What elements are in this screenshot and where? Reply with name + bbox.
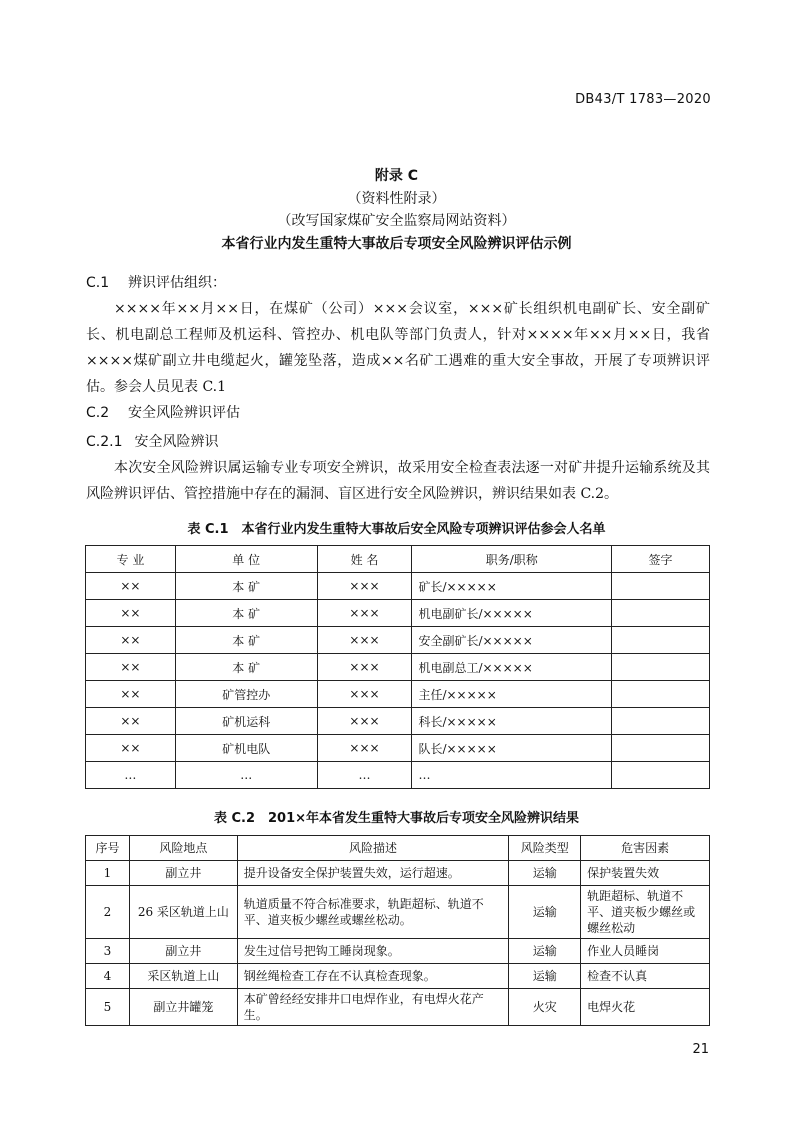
table-cell: ××× [317, 681, 412, 708]
table-cell: 副立井 [129, 861, 237, 886]
table-cell: … [317, 762, 412, 789]
table-row [86, 964, 710, 989]
header-cell: 风险类型 [509, 836, 581, 861]
table-cell: 运输 [509, 939, 581, 964]
table-cell: ××× [317, 735, 412, 762]
table-cell: 运输 [509, 861, 581, 886]
participants-table [85, 545, 710, 789]
table-cell: 26 采区轨道上山 [129, 886, 237, 939]
table-cell: … [412, 762, 612, 789]
table-cell: 发生过信号把钩工睡岗现象。 [237, 939, 509, 964]
table-row [86, 681, 710, 708]
table-row [86, 627, 710, 654]
section-c21-paragraph: 本次安全风险辨识属运输专业专项安全辨识，故采用安全检查表法逐一对矿井提升运输系统及其风险辨识评估、管控措施中存在的漏洞、盲区进行安全风险辨识，辨识结果如表 C.2。 [86, 460, 710, 502]
table-cell: ××× [317, 654, 412, 681]
page-number: 21 [692, 1042, 709, 1057]
table-cell: 检查不认真 [581, 964, 710, 989]
table-row [86, 762, 710, 789]
table-row [86, 654, 710, 681]
section-c1-heading [86, 272, 226, 292]
section-number: C.1 [86, 275, 110, 291]
table-cell: 机电副总工/××××× [412, 654, 612, 681]
table-cell: ××× [317, 708, 412, 735]
table-cell: 副立井罐笼 [129, 989, 237, 1026]
table-row [86, 600, 710, 627]
table-cell: 运输 [509, 964, 581, 989]
table-cell [612, 681, 710, 708]
section-c2-heading [86, 402, 240, 422]
header-cell: 风险地点 [129, 836, 237, 861]
table-cell: ××× [317, 573, 412, 600]
section-title: 辨识评估组织： [128, 275, 226, 291]
table-cell [612, 627, 710, 654]
table-cell: 本 矿 [175, 627, 317, 654]
header-cell: 风险描述 [237, 836, 509, 861]
section-c21-heading [86, 431, 219, 451]
section-c1-paragraph: ××××年××月××日，在煤矿（公司）×××会议室，×××矿长组织机电副矿长、安全副矿长、机电副总工程师及机运科、管控办、机电队等部门负责人，针对××××年××月××日，我省××××煤矿副立井电缆起火，罐笼坠落，造成××名矿工遇难的重大安全事故，开展了专项辨识评估。参会人员见表 C.1 [86, 301, 710, 395]
table-cell: 保护装置失效 [581, 861, 710, 886]
table-cell: ××× [317, 600, 412, 627]
header-cell: 单 位 [175, 546, 317, 573]
header-cell: 职务/职称 [412, 546, 612, 573]
header-cell: 序号 [86, 836, 130, 861]
table-cell: 科长/××××× [412, 708, 612, 735]
table-cell: 本矿曾经经安排井口电焊作业，有电焊火花产生。 [237, 989, 509, 1026]
table-row [86, 886, 710, 939]
table-row [86, 989, 710, 1026]
table2-caption: 表 C.2 201×年本省发生重特大事故后专项安全风险辨识结果 [213, 811, 580, 826]
table-row [86, 861, 710, 886]
table-header-row [86, 546, 710, 573]
table-row [86, 708, 710, 735]
table-cell [612, 735, 710, 762]
table-header-row [86, 836, 710, 861]
section-title: 安全风险辨识 [134, 434, 219, 450]
table-row [86, 939, 710, 964]
table-cell: 钢丝绳检查工存在不认真检查现象。 [237, 964, 509, 989]
annex-title: 附录 C [374, 168, 419, 184]
table-cell: … [175, 762, 317, 789]
table-cell: 作业人员睡岗 [581, 939, 710, 964]
table-cell: 1 [86, 861, 130, 886]
table-cell: 队长/××××× [412, 735, 612, 762]
table-cell: ×× [86, 573, 176, 600]
table-row [86, 735, 710, 762]
table-cell: … [86, 762, 176, 789]
table-cell [612, 654, 710, 681]
table-cell: 3 [86, 939, 130, 964]
table-cell: 采区轨道上山 [129, 964, 237, 989]
table1-caption: 表 C.1 本省行业内发生重特大事故后安全风险专项辨识评估参会人名单 [187, 522, 606, 537]
table-cell: 矿机运科 [175, 708, 317, 735]
table-cell: ×× [86, 681, 176, 708]
table-cell: ×× [86, 600, 176, 627]
table-cell: ××× [317, 627, 412, 654]
header-cell: 姓 名 [317, 546, 412, 573]
annex-source: （改写国家煤矿安全监察局网站资料） [277, 213, 516, 229]
section-title: 安全风险辨识评估 [128, 405, 240, 421]
table-cell: 轨道质量不符合标准要求，轨距超标、轨道不平、道夹板少螺丝或螺丝松动。 [237, 886, 509, 939]
table-cell: 运输 [509, 886, 581, 939]
table-cell: 本 矿 [175, 573, 317, 600]
table-cell [612, 708, 710, 735]
table-cell: 5 [86, 989, 130, 1026]
section-number: C.2.1 [86, 434, 123, 450]
table-cell [612, 762, 710, 789]
table-cell: 4 [86, 964, 130, 989]
table-cell: 提升设备安全保护装置失效，运行超速。 [237, 861, 509, 886]
table-cell [612, 600, 710, 627]
table-cell [612, 573, 710, 600]
standard-number: DB43/T 1783—2020 [575, 92, 711, 107]
table-cell: 本 矿 [175, 600, 317, 627]
table-cell: ×× [86, 654, 176, 681]
table-cell: 副立井 [129, 939, 237, 964]
table-cell: 本 矿 [175, 654, 317, 681]
table-cell: 主任/××××× [412, 681, 612, 708]
table-cell: 矿长/××××× [412, 573, 612, 600]
annex-type: （资料性附录） [347, 191, 446, 207]
header-cell: 危害因素 [581, 836, 710, 861]
table-cell: 电焊火花 [581, 989, 710, 1026]
annex-subject: 本省行业内发生重特大事故后专项安全风险辨识评估示例 [221, 236, 572, 252]
header-cell: 签字 [612, 546, 710, 573]
risk-results-table [85, 835, 710, 1026]
header-cell: 专 业 [86, 546, 176, 573]
table-cell: ×× [86, 735, 176, 762]
table-cell: 2 [86, 886, 130, 939]
section-number: C.2 [86, 405, 110, 421]
table-cell: 矿管控办 [175, 681, 317, 708]
table-cell: 矿机电队 [175, 735, 317, 762]
table-cell: 安全副矿长/××××× [412, 627, 612, 654]
table-row [86, 573, 710, 600]
table-cell: 轨距超标、轨道不平、道夹板少螺丝或螺丝松动 [581, 886, 710, 939]
table-cell: ×× [86, 627, 176, 654]
table-cell: ×× [86, 708, 176, 735]
table-cell: 机电副矿长/××××× [412, 600, 612, 627]
table-cell: 火灾 [509, 989, 581, 1026]
